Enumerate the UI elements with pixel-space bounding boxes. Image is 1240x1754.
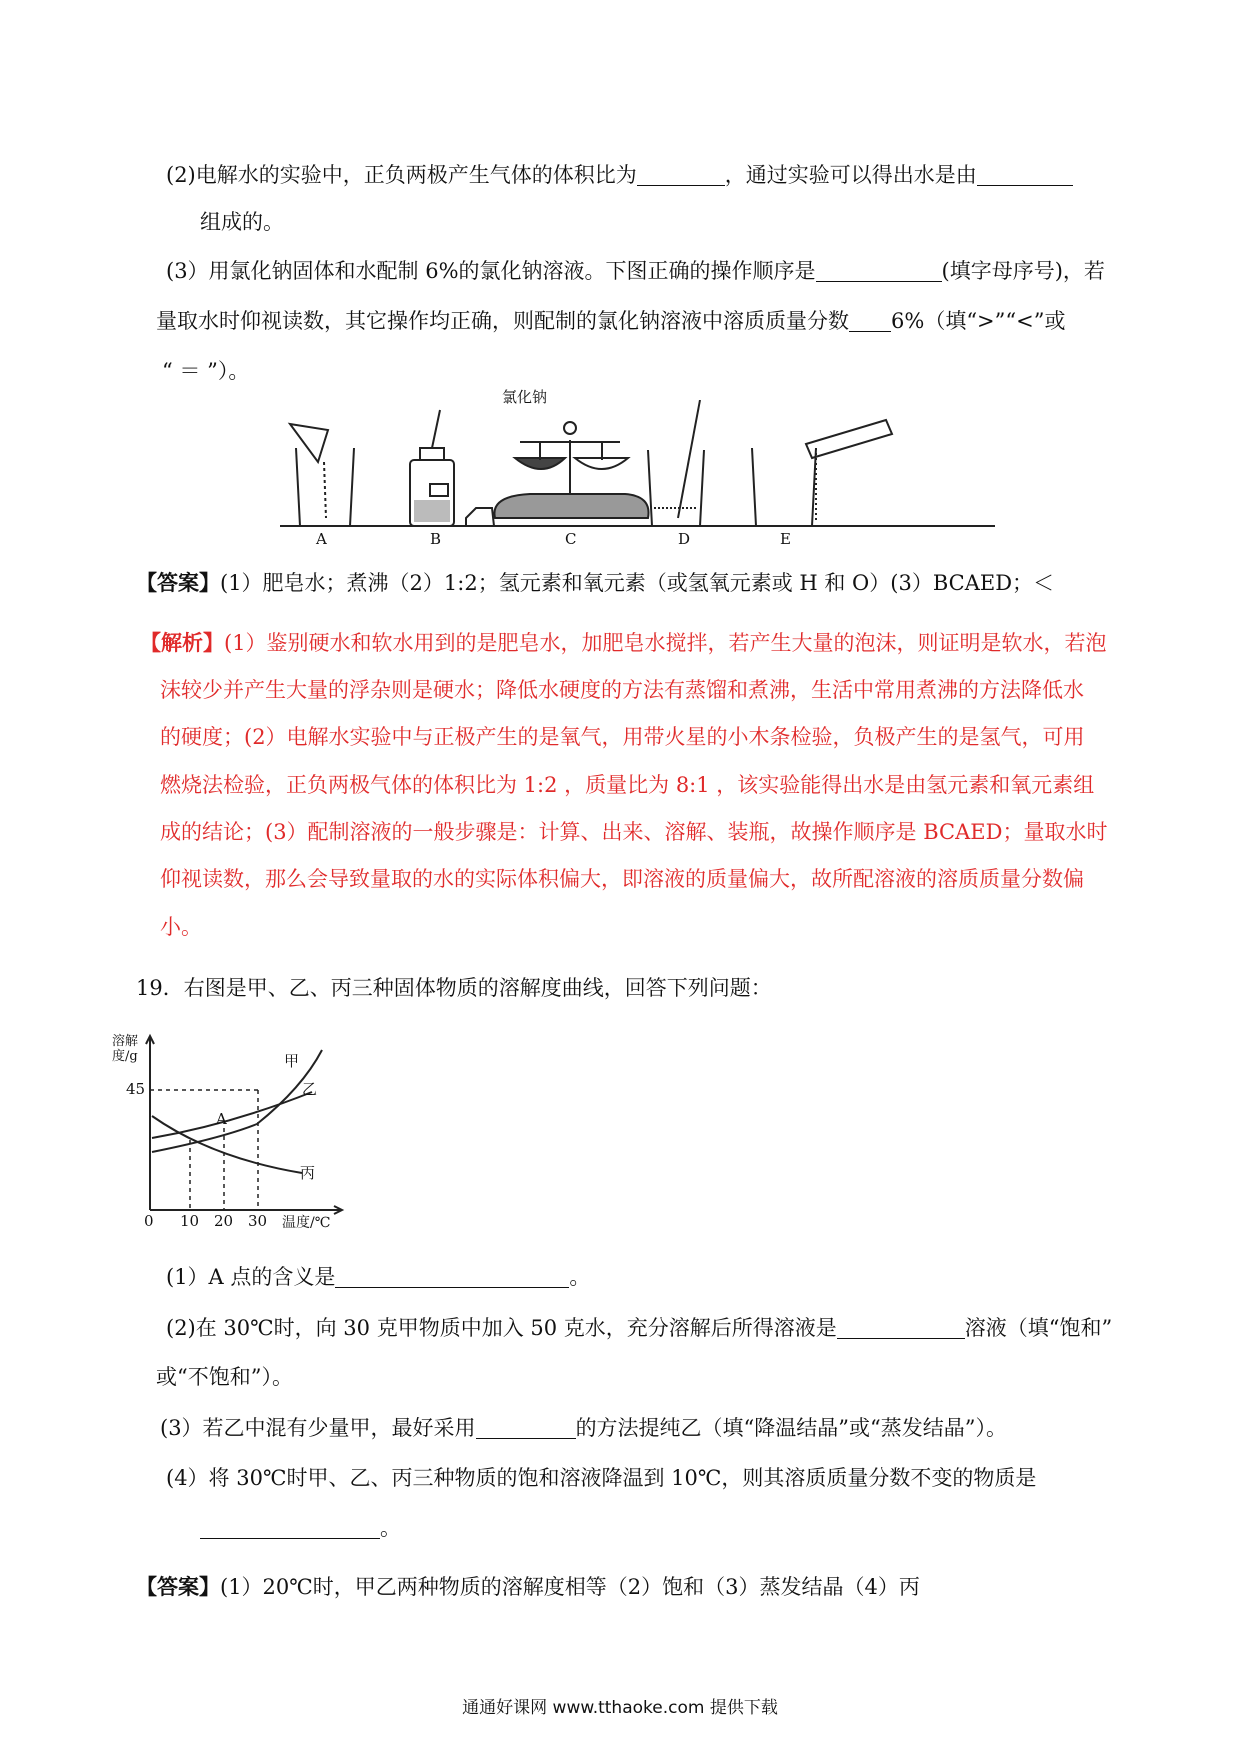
figure-label-a: A	[316, 530, 327, 548]
curve-label-yi: 乙	[302, 1080, 318, 1098]
q19-p4-line1: (4）将 30℃时甲、乙、丙三种物质的饱和溶液降温到 10℃，则其溶质质量分数不变的物质是	[166, 1466, 1037, 1490]
operations-figure	[280, 388, 1000, 550]
graph-ytick-45: 45	[126, 1080, 146, 1098]
q18-part3-line2: 量取水时仰视读数，其它操作均正确，则配制的氯化钠溶液中溶质质量分数 6%（填“>”“<”或	[156, 309, 1066, 333]
q19-answer: 【答案】(1）20℃时，甲乙两种物质的溶解度相等（2）饱和（3）蒸发结晶（4）丙	[136, 1574, 920, 1599]
beaker-e	[752, 448, 816, 526]
curve-label-jia: 甲	[284, 1052, 300, 1070]
q19-p1: (1）A 点的含义是 。	[166, 1265, 591, 1289]
graph-ylabel: 溶解度/g	[112, 1034, 139, 1064]
q18-answer: 【答案】(1）肥皂水；煮沸（2）1:2；氢元素和氧元素（或氢氧元素或 H 和 O）(3）BCAED；＜	[136, 570, 1055, 595]
blank-mass-fraction[interactable]	[849, 309, 891, 332]
blank-point-a-meaning[interactable]	[335, 1265, 569, 1288]
graph-point-a: A	[216, 1110, 227, 1128]
lab-apparatus-drawing	[280, 400, 1000, 550]
blank-operation-order[interactable]	[816, 259, 942, 282]
graph-xtick-10: 10	[180, 1212, 200, 1230]
nacl-label: 氯化钠	[502, 388, 548, 406]
beaker-d	[648, 450, 704, 526]
blank-purify-method[interactable]	[476, 1416, 576, 1439]
figure-label-b: B	[430, 530, 442, 548]
q18-part3-line1: (3）用氯化钠固体和水配制 6%的氯化钠溶液。下图正确的操作顺序是 (填字母序号)，若	[166, 259, 1105, 283]
q19-p4-line2: 。	[200, 1513, 401, 1543]
graph-xlabel: 温度/℃	[282, 1215, 331, 1231]
graph-xtick-20: 20	[214, 1212, 234, 1230]
balance-base-c	[494, 494, 648, 518]
solubility-graph	[112, 1028, 352, 1231]
page-footer: 通通好课网 www.tthaoke.com 提供下载	[462, 1698, 778, 1718]
q19-p3: (3）若乙中混有少量甲，最好采用 的方法提纯乙（填“降温结晶”或“蒸发结晶”）。	[160, 1416, 1008, 1440]
figure-label-d: D	[678, 530, 691, 548]
figure-label-c: C	[565, 530, 577, 548]
graduated-cylinder-e	[806, 420, 892, 458]
blank-volume-ratio[interactable]	[637, 163, 725, 186]
solubility-curves	[112, 1028, 352, 1228]
q18-part3-line3: “ ＝ ”）。	[162, 359, 250, 383]
curve-bing	[152, 1116, 302, 1173]
q19-p2-line1: (2)在 30℃时，向 30 克甲物质中加入 50 克水，充分溶解后所得溶液是 溶液（填“饱和”	[166, 1316, 1113, 1340]
q19-stem: 19．右图是甲、乙、丙三种固体物质的溶解度曲线，回答下列问题：	[136, 976, 772, 1000]
figure-label-e: E	[780, 530, 791, 548]
curve-label-bing: 丙	[300, 1164, 316, 1182]
q18-part2-line2: 组成的。	[200, 210, 284, 234]
graph-xtick-30: 30	[248, 1212, 268, 1230]
blank-unchanged-substance[interactable]	[200, 1516, 380, 1539]
glass-rod-d	[678, 400, 700, 518]
q19-p2-line2: 或“不饱和”）。	[156, 1365, 293, 1389]
blank-water-composition[interactable]	[977, 163, 1073, 186]
blank-saturation[interactable]	[837, 1316, 965, 1339]
stopper-b	[466, 508, 494, 526]
q18-part2-line1: (2)电解水的实验中，正负两极产生气体的体积比为 ，通过实验可以得出水是由	[166, 160, 1073, 190]
graph-xtick-0: 0	[144, 1212, 154, 1230]
